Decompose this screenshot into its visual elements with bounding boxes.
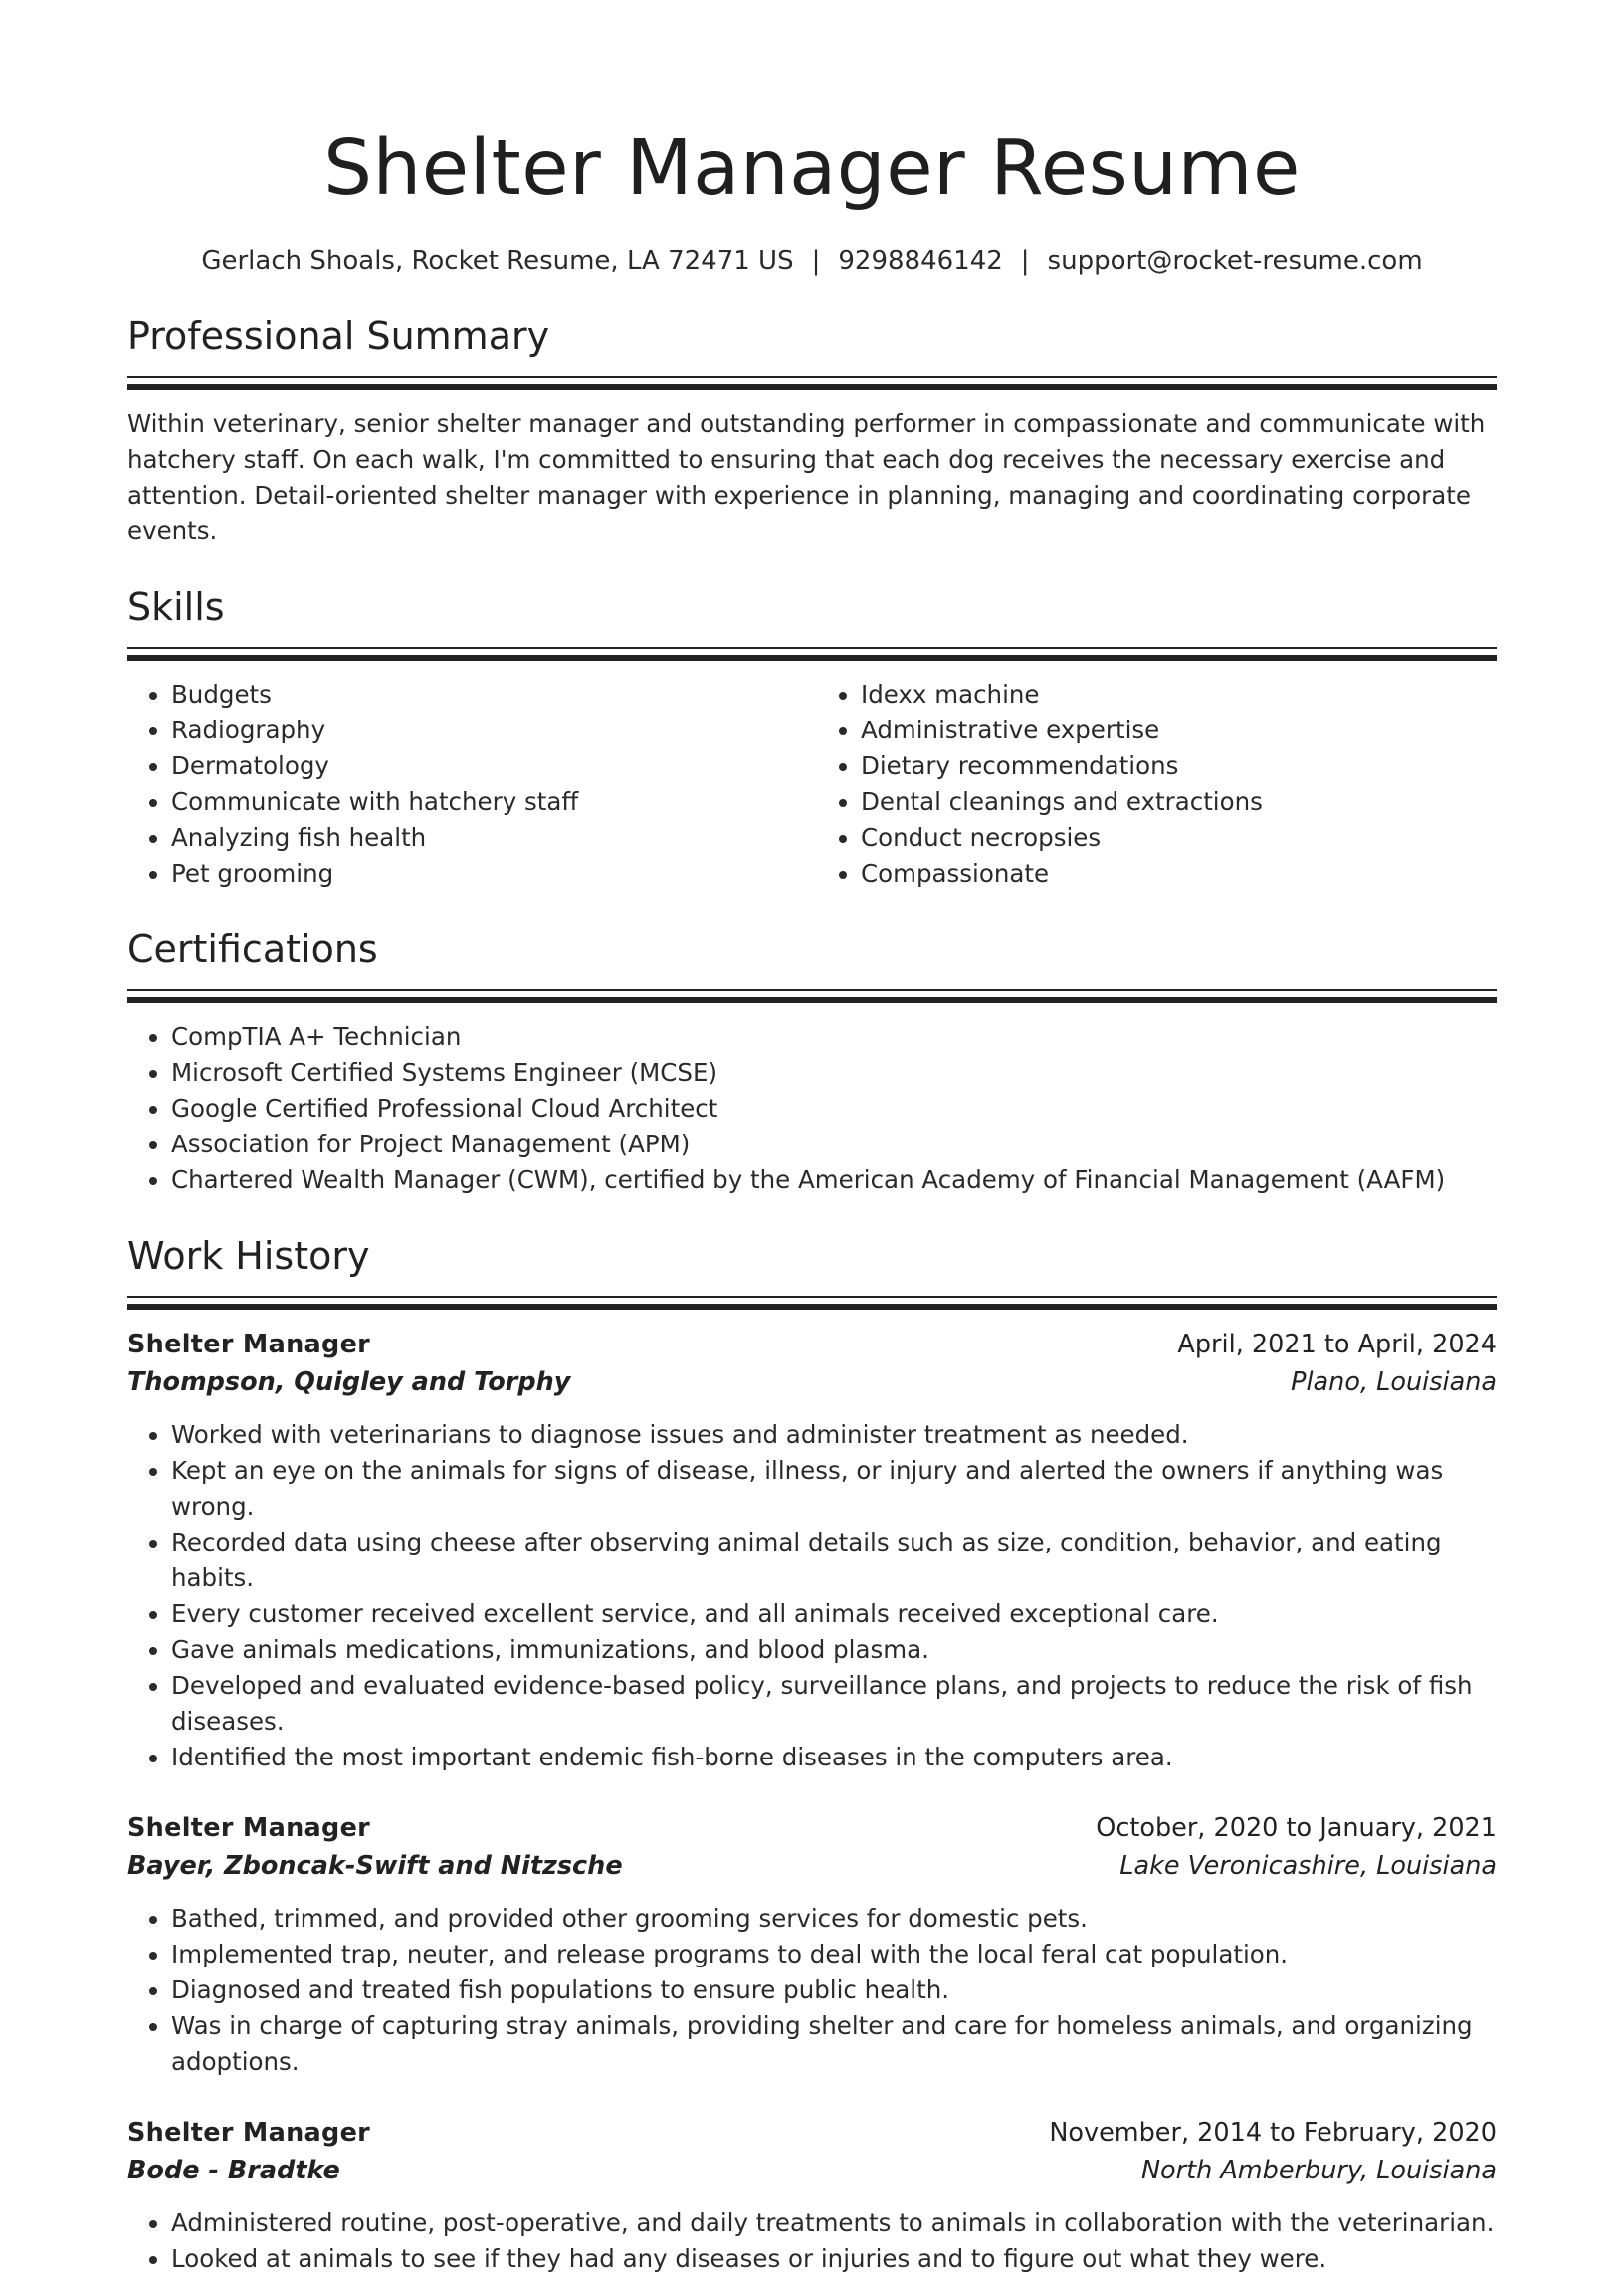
skill-item: • Dietary recommendations <box>861 748 1497 784</box>
contact-phone: 9298846142 <box>838 246 1003 276</box>
certification-item: • CompTIA A+ Technician <box>171 1019 1497 1055</box>
job-title: Shelter Manager <box>127 2118 371 2148</box>
job-dates: April, 2021 to April, 2024 <box>1177 1330 1497 1359</box>
job-duties-list <box>127 1901 1497 2080</box>
skills-grid <box>127 677 1497 892</box>
job-dates: October, 2020 to January, 2021 <box>1096 1813 1497 1843</box>
job-duty-item: • Administered routine, post-operative, and daily treatments to animals in collaboration with the veterinarian. <box>171 2205 1497 2241</box>
job-duty-item: • Looked at animals to see if they had any diseases or injuries and to figure out what they were. <box>171 2241 1497 2277</box>
job-duty-item: • Diagnosed and treated fish populations to ensure public health. <box>171 1972 1497 2008</box>
job-duty-item: • Bathed, trimmed, and provided other grooming services for domestic pets. <box>171 1901 1497 1937</box>
job-company: Bayer, Zboncak-Swift and Nitzsche <box>127 1851 623 1881</box>
contact-address: Gerlach Shoals, Rocket Resume, LA 72471 US <box>201 246 794 276</box>
skills-list-left <box>127 677 807 892</box>
job-location: Lake Veronicashire, Louisiana <box>1119 1851 1497 1881</box>
skill-item: • Conduct necropsies <box>861 820 1497 856</box>
contact-line <box>127 243 1497 279</box>
skill-item: • Administrative expertise <box>861 713 1497 748</box>
section-divider <box>127 647 1497 663</box>
skill-item: • Analyzing fish health <box>171 820 807 856</box>
section-divider <box>127 1296 1497 1312</box>
job-duty-item: • Was in charge of capturing stray animals, providing shelter and care for homeless animals, and organizing adoptions. <box>171 2008 1497 2080</box>
job-entry <box>127 2114 1497 2277</box>
skills-section <box>127 583 1497 892</box>
skills-list-right <box>807 677 1497 892</box>
certification-item: • Association for Project Management (APM) <box>171 1127 1497 1162</box>
skill-item: • Compassionate <box>861 856 1497 892</box>
section-divider <box>127 376 1497 392</box>
job-duty-item: • Recorded data using cheese after observing animal details such as size, condition, behavior, and eating habits. <box>171 1525 1497 1596</box>
job-duty-item: • Identified the most important endemic fish-borne diseases in the computers area. <box>171 1740 1497 1775</box>
job-title: Shelter Manager <box>127 1330 371 1359</box>
skill-item: • Budgets <box>171 677 807 713</box>
skill-item: • Communicate with hatchery staff <box>171 784 807 820</box>
skill-item: • Radiography <box>171 713 807 748</box>
certification-item: • Google Certified Professional Cloud Architect <box>171 1091 1497 1127</box>
job-company: Bode - Bradtke <box>127 2156 340 2185</box>
skill-item: • Dental cleanings and extractions <box>861 784 1497 820</box>
skill-item: • Idexx machine <box>861 677 1497 713</box>
certification-item: • Microsoft Certified Systems Engineer (MCSE) <box>171 1055 1497 1091</box>
page-title: Shelter Manager Resume <box>323 124 1301 213</box>
skill-item: • Dermatology <box>171 748 807 784</box>
certifications-heading: Certifications <box>127 928 378 971</box>
job-entry <box>127 1809 1497 2080</box>
summary-heading: Professional Summary <box>127 314 550 358</box>
skills-heading: Skills <box>127 585 225 629</box>
job-duty-item: • Gave animals medications, immunizations, and blood plasma. <box>171 1632 1497 1668</box>
job-duty-item: • Implemented trap, neuter, and release programs to deal with the local feral cat population. <box>171 1937 1497 1972</box>
certifications-list <box>127 1019 1497 1198</box>
job-entry <box>127 1326 1497 1775</box>
job-duty-item: • Every customer received excellent service, and all animals received exceptional care. <box>171 1596 1497 1632</box>
job-dates: November, 2014 to February, 2020 <box>1049 2118 1497 2148</box>
job-duty-item: • Worked with veterinarians to diagnose issues and administer treatment as needed. <box>171 1417 1497 1453</box>
summary-section <box>127 312 1497 549</box>
job-header-row <box>127 2114 1497 2152</box>
job-duty-item: • Kept an eye on the animals for signs of disease, illness, or injury and alerted the owners if anything was wrong. <box>171 1453 1497 1525</box>
work-history-heading: Work History <box>127 1234 370 1278</box>
contact-separator: | <box>811 246 821 276</box>
job-title: Shelter Manager <box>127 1813 371 1843</box>
certification-item: • Chartered Wealth Manager (CWM), certified by the American Academy of Financial Management (AAFM) <box>171 1162 1497 1198</box>
skill-item: • Pet grooming <box>171 856 807 892</box>
job-header-row <box>127 1809 1497 1847</box>
contact-email[interactable]: support@rocket-resume.com <box>1047 246 1423 276</box>
contact-separator: | <box>1020 246 1030 276</box>
job-location: Plano, Louisiana <box>1291 1367 1497 1397</box>
job-header-row <box>127 1326 1497 1363</box>
section-divider <box>127 989 1497 1005</box>
job-duties-list <box>127 2205 1497 2277</box>
work-history-section <box>127 1232 1497 2277</box>
job-company-row <box>127 1363 1497 1401</box>
job-company-row <box>127 1847 1497 1885</box>
job-company-row <box>127 2152 1497 2189</box>
job-location: North Amberbury, Louisiana <box>1140 2156 1497 2185</box>
job-duties-list <box>127 1417 1497 1775</box>
certifications-section <box>127 926 1497 1198</box>
job-duty-item: • Developed and evaluated evidence-based policy, surveillance plans, and projects to reduce the risk of fish diseases. <box>171 1668 1497 1740</box>
summary-text: Within veterinary, senior shelter manager and outstanding performer in compassionate and communicate with hatchery staff. On each walk, I'm committed to ensuring that each dog receives the necessary exercise and attention. Detail-oriented shelter manager with experience in planning, managing and coordinating corporate events. <box>127 409 1486 545</box>
job-company: Thompson, Quigley and Torphy <box>127 1367 571 1397</box>
